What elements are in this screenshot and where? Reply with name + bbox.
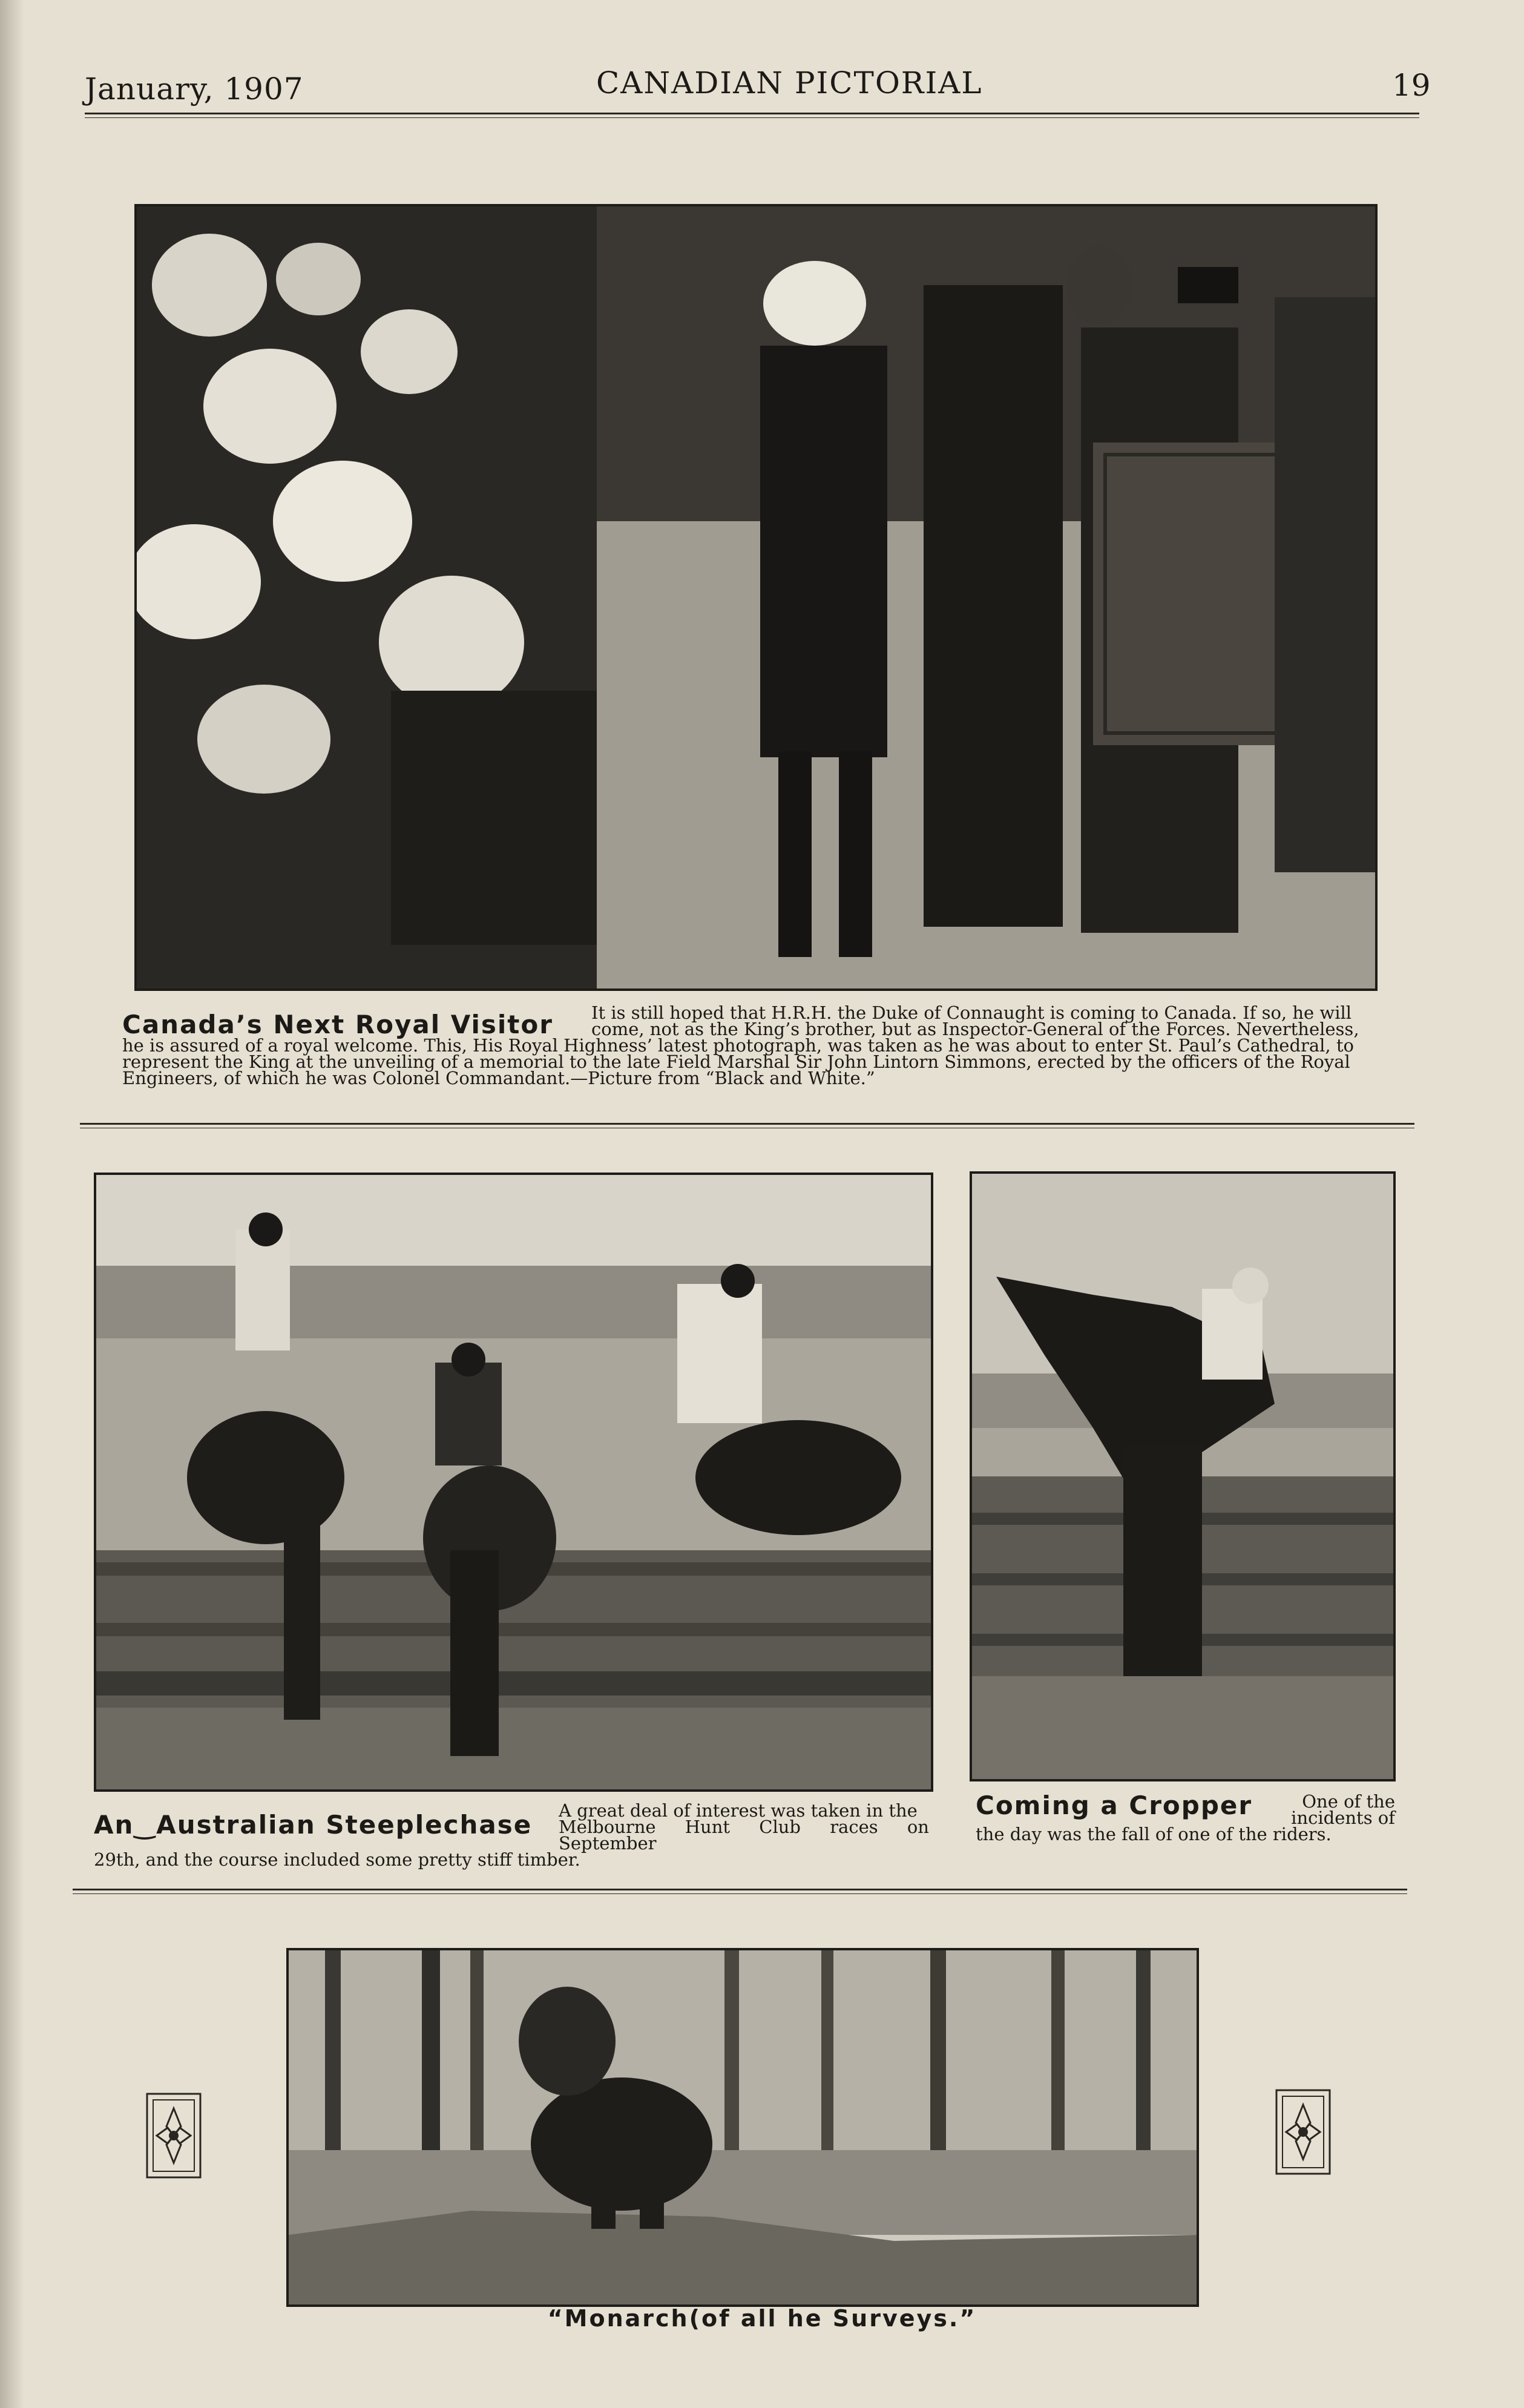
royal-visitor-heading: Canada’s Next Royal Visitor — [122, 1010, 553, 1039]
caption-line: A great deal of interest was taken in the — [559, 1800, 918, 1821]
monarch-dog-photo — [286, 1948, 1199, 2307]
left-ornament-icon — [143, 2090, 204, 2181]
cropper-photo — [970, 1171, 1396, 1781]
section-rule — [80, 1123, 1414, 1128]
caption-line: Engineers, of which he was Colonel Commandant.—Picture from “Black and White.” — [122, 1068, 875, 1088]
steeplechase-heading: An‿Australian Steeplechase — [94, 1810, 533, 1840]
caption-line: represent the King at the unveiling of a memorial to the late Field Marshal Sir John Lintorn Simmons, erected by the officers of the Royal — [122, 1051, 1350, 1072]
header-rule — [85, 113, 1419, 118]
caption-line: the day was the fall of one of the riders. — [976, 1824, 1332, 1844]
publication-title: CANADIAN PICTORIAL — [596, 65, 983, 100]
royal-visitor-caption — [122, 1002, 1368, 1135]
caption-line: Melbourne Hunt Club races on September — [559, 1817, 929, 1854]
cropper-heading: Coming a Cropper — [976, 1791, 1253, 1820]
section-rule — [73, 1889, 1407, 1894]
cropper-caption — [976, 1791, 1395, 1851]
page-edge-shadow — [0, 0, 24, 2408]
royal-visitor-photo — [134, 204, 1378, 991]
steeplechase-photo — [94, 1173, 933, 1792]
page-number: 19 — [1392, 68, 1431, 103]
right-ornament-icon — [1273, 2087, 1333, 2177]
caption-line: It is still hoped that H.R.H. the Duke of Connaught is coming to Canada. If so, he will — [591, 1002, 1352, 1023]
caption-line: incidents of — [1291, 1808, 1395, 1828]
caption-line: he is assured of a royal welcome. This, His Royal Highness’ latest photograph, was taken as he was about to enter St. Paul’s Cathedral, to — [122, 1035, 1354, 1056]
caption-line: One of the — [1302, 1791, 1395, 1812]
monarch-caption: “Monarch(of all he Surveys.” — [547, 2305, 977, 2332]
caption-line: come, not as the King’s brother, but as Inspector-General of the Forces. Nevertheless, — [591, 1019, 1359, 1039]
caption-line: 29th, and the course included some pretty stiff timber. — [94, 1849, 580, 1870]
steeplechase-caption — [94, 1800, 929, 1870]
issue-date: January, 1907 — [85, 71, 304, 107]
